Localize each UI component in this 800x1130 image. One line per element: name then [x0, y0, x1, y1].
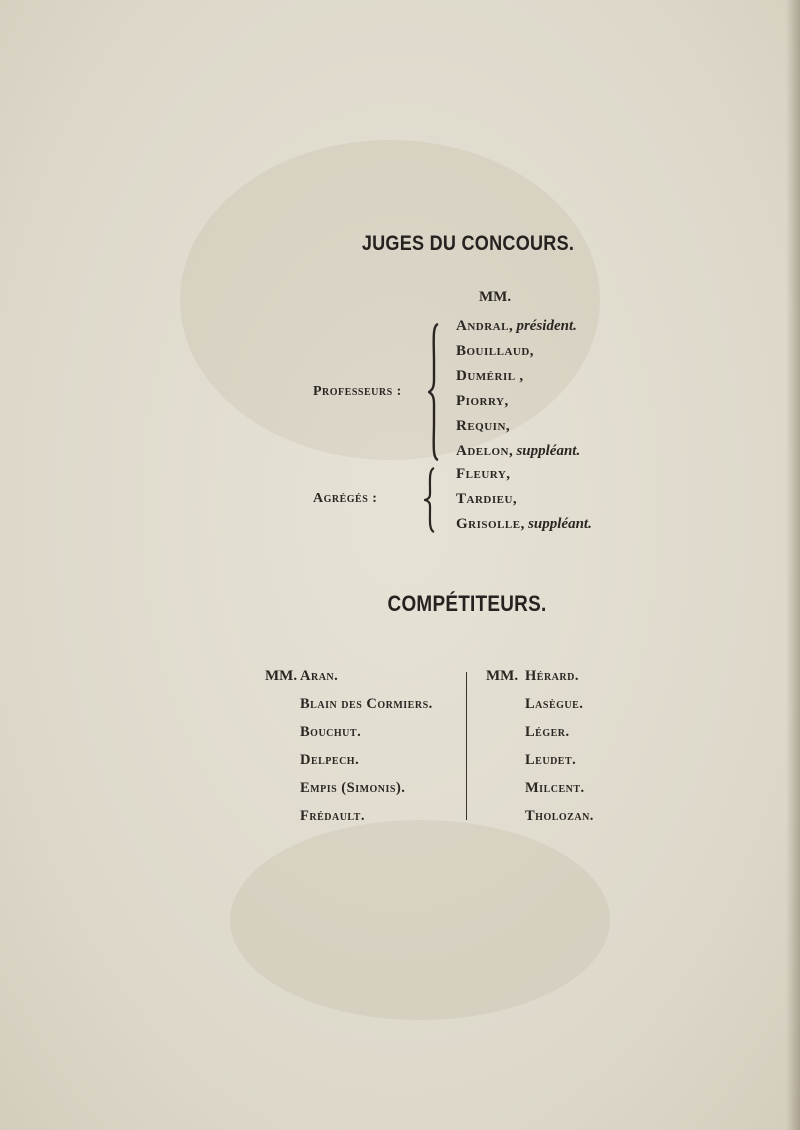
competitor-name: Hérard.	[525, 668, 579, 684]
judge-separator: ,	[520, 516, 525, 532]
judge-entry	[456, 512, 592, 537]
judge-name: Piorry	[456, 393, 505, 409]
competiteurs-mm-right: MM.	[486, 668, 519, 684]
judge-entry	[456, 462, 592, 487]
judge-name: Andral	[456, 318, 509, 334]
judge-name: Grisolle	[456, 516, 521, 532]
judge-role: président.	[516, 318, 577, 334]
professeurs-brace	[428, 322, 442, 462]
competitor-name: Milcent.	[525, 780, 585, 796]
competitor-name: Bouchut.	[300, 724, 362, 740]
judge-separator: ,	[529, 343, 534, 359]
judge-name: Tardieu	[456, 491, 513, 507]
competitor-name: Empis (Simonis).	[300, 780, 406, 796]
juges-mm-label: MM.	[479, 289, 512, 305]
competitor-name: Frédault.	[300, 808, 365, 824]
professeurs-label: Professeurs :	[313, 384, 402, 399]
judge-name: Adelon	[456, 443, 509, 459]
judge-role: suppléant.	[516, 443, 581, 459]
judge-separator: ,	[508, 318, 513, 334]
judge-separator: ,	[505, 418, 510, 434]
judge-entry	[456, 314, 580, 339]
juges-title: JUGES DU CONCOURS.	[361, 232, 575, 255]
judge-entry	[456, 414, 580, 439]
judge-entry	[456, 487, 592, 512]
competitor-name: Léger.	[525, 724, 570, 740]
column-divider	[466, 672, 467, 820]
competiteurs-mm-left: MM.	[265, 668, 298, 684]
competitor-name: Lasègue.	[525, 696, 584, 712]
agreges-list	[456, 462, 592, 537]
judge-entry	[456, 389, 580, 414]
judge-entry	[456, 364, 580, 389]
competitor-name: Leudet.	[525, 752, 577, 768]
judge-entry	[456, 339, 580, 364]
judge-separator: ,	[508, 443, 513, 459]
judge-name: Bouillaud	[456, 343, 530, 359]
judge-separator: ,	[504, 393, 509, 409]
judge-role: suppléant.	[528, 516, 592, 532]
paper-stain	[230, 820, 610, 1020]
judge-name: Requin	[456, 418, 506, 434]
agreges-label: Agrégés :	[313, 491, 378, 506]
agreges-brace	[424, 466, 438, 534]
competiteurs-right-column	[525, 662, 594, 830]
judge-separator: ,	[515, 368, 524, 384]
competiteurs-left-column	[300, 662, 433, 830]
professeurs-list	[456, 314, 580, 464]
competiteurs-title: COMPÉTITEURS.	[387, 591, 547, 616]
competitor-name: Tholozan.	[525, 808, 594, 824]
judge-name: Duméril	[456, 368, 516, 384]
competitor-name: Aran.	[300, 668, 339, 684]
judge-entry	[456, 439, 580, 464]
competitor-name: Delpech.	[300, 752, 360, 768]
judge-separator: ,	[506, 466, 511, 482]
competitor-name: Blain des Cormiers.	[300, 696, 433, 712]
judge-name: Fleury	[456, 466, 507, 482]
judge-separator: ,	[512, 491, 517, 507]
